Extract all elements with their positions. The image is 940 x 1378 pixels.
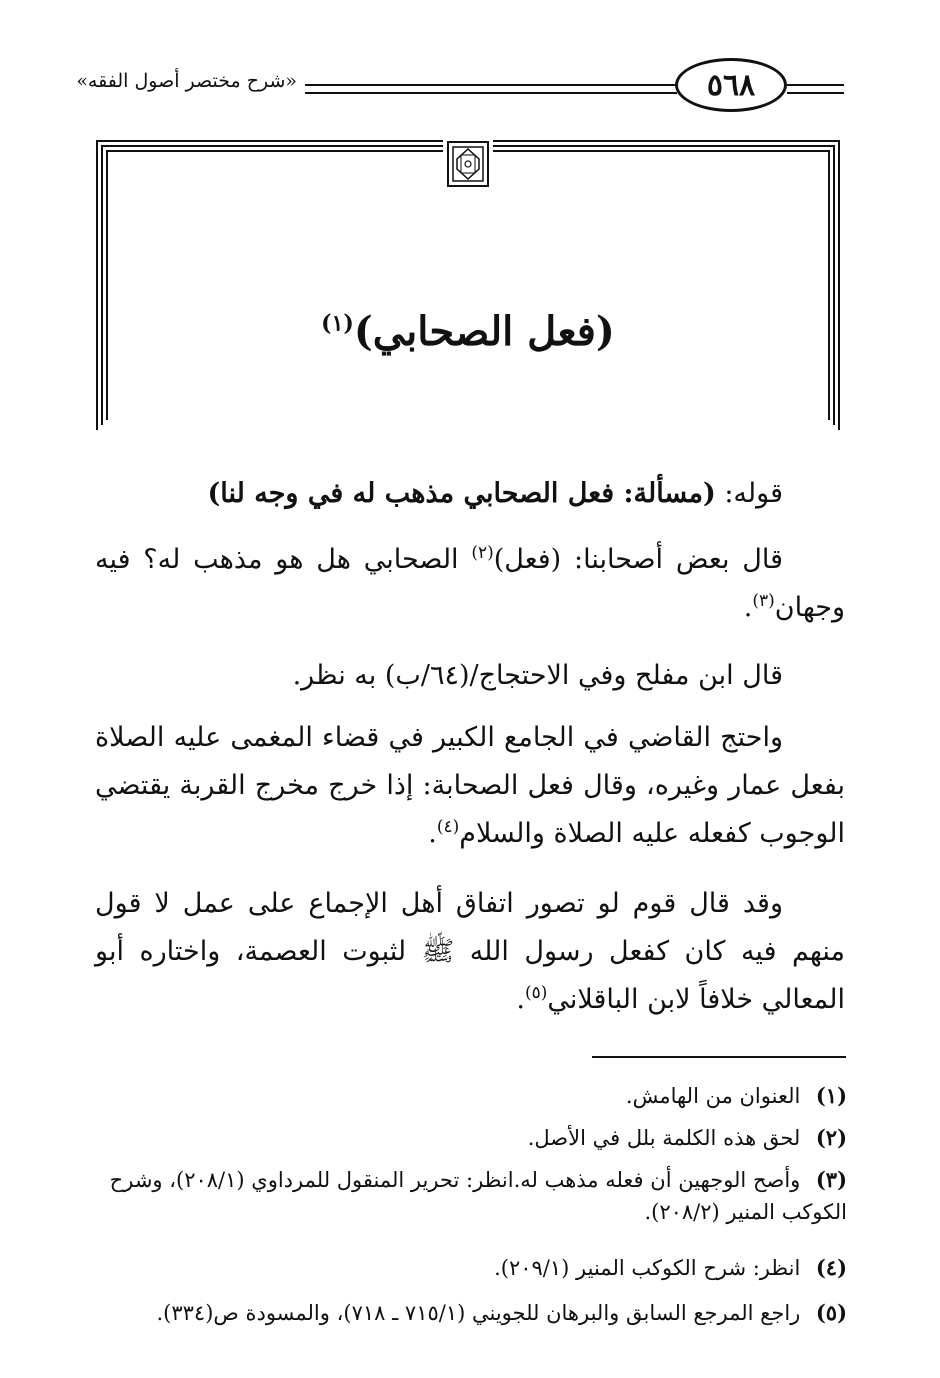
frame-line [101,145,103,425]
footnote-number: (٢) [815,1125,847,1150]
page-number [675,58,787,112]
footnote-separator [592,1056,846,1058]
p4-end: . [428,818,437,849]
p1-bold: (مسألة: فعل الصحابي مذهب له في وجه لنا) [207,478,716,509]
footnote-2 [95,1122,847,1154]
p2-ref-a: (٢) [471,543,494,563]
frame-line [828,150,830,420]
frame-line [96,140,98,430]
paragraph-5 [95,880,845,1024]
footnote-number: (٥) [815,1300,847,1325]
header-rule-bottom [305,92,677,94]
frame-line [106,150,108,420]
p2-c: . [743,592,753,623]
footnote-text: لحق هذه الكلمة بلل في الأصل. [527,1126,801,1150]
p1-lead: قوله: [715,478,783,509]
p5-ref: (٥) [524,983,548,1003]
p2-a: قال بعض أصحابنا: (فعل) [493,544,783,575]
chapter-title [96,308,840,355]
p2-ref-b: (٣) [752,591,775,611]
paragraph-4 [95,714,845,858]
footnote-number: (١) [815,1083,847,1108]
frame-line [838,140,840,430]
header-rule-right-bottom [787,92,844,94]
ornament-icon [443,136,493,192]
chapter-title-text: (فعل الصحابي) [353,308,615,355]
p5-text: وقد قال قوم لو تصور اتفاق أهل الإجماع على عمل لا قول منهم فيه كان كفعل رسول الله ﷺ لثبوت العصمة، واختاره أبو المعالي خلافاً لابن الباقلاني [95,888,845,1015]
footnote-text: انظر: شرح الكوكب المنير (٢٠٩/١). [494,1256,801,1280]
chapter-note-ref: (١) [321,310,354,337]
header-rule-right-top [787,84,844,86]
footnote-text: وأصح الوجهين أن فعله مذهب له.انظر: تحرير المنقول للمرداوي (٢٠٨/١)، وشرح الكوكب المنير (٢٠٨/٢). [109,1168,847,1224]
p4-text: واحتج القاضي في الجامع الكبير في قضاء المغمى عليه الصلاة بفعل عمار وغيره، وقال فعل الصحابة: إذا خرج مخرج القربة يقتضي الوجوب كفعله عليه الصلاة والسلام [95,722,845,849]
footnote-4 [95,1252,847,1284]
frame-line [833,145,835,425]
footnote-number: (٣) [815,1167,847,1192]
paragraph-2 [95,536,845,632]
paragraph-1 [95,470,845,518]
p2-b: الصحابي هل هو مذهب له؟ فيه وجهان [95,544,845,623]
paragraph-3 [95,652,845,700]
footnote-text: العنوان من الهامش. [625,1084,801,1108]
footnote-1 [95,1080,847,1112]
page-number-text: ٥٦٨ [706,67,756,103]
p5-end: . [516,984,525,1015]
footnote-3 [95,1164,847,1228]
footnote-text: راجع المرجع السابق والبرهان للجويني (٧١٥/١ ـ ٧١٨)، والمسودة ص(٣٣٤). [156,1301,801,1325]
header-rule-top [305,84,677,86]
footnote-5 [95,1297,847,1329]
running-title: «شرح مختصر أصول الفقه» [76,70,297,92]
p3-text: قال ابن مفلح وفي الاحتجاج/(٦٤/ب) به نظر. [292,660,783,691]
footnote-number: (٤) [815,1255,847,1280]
p4-ref: (٤) [436,817,460,837]
